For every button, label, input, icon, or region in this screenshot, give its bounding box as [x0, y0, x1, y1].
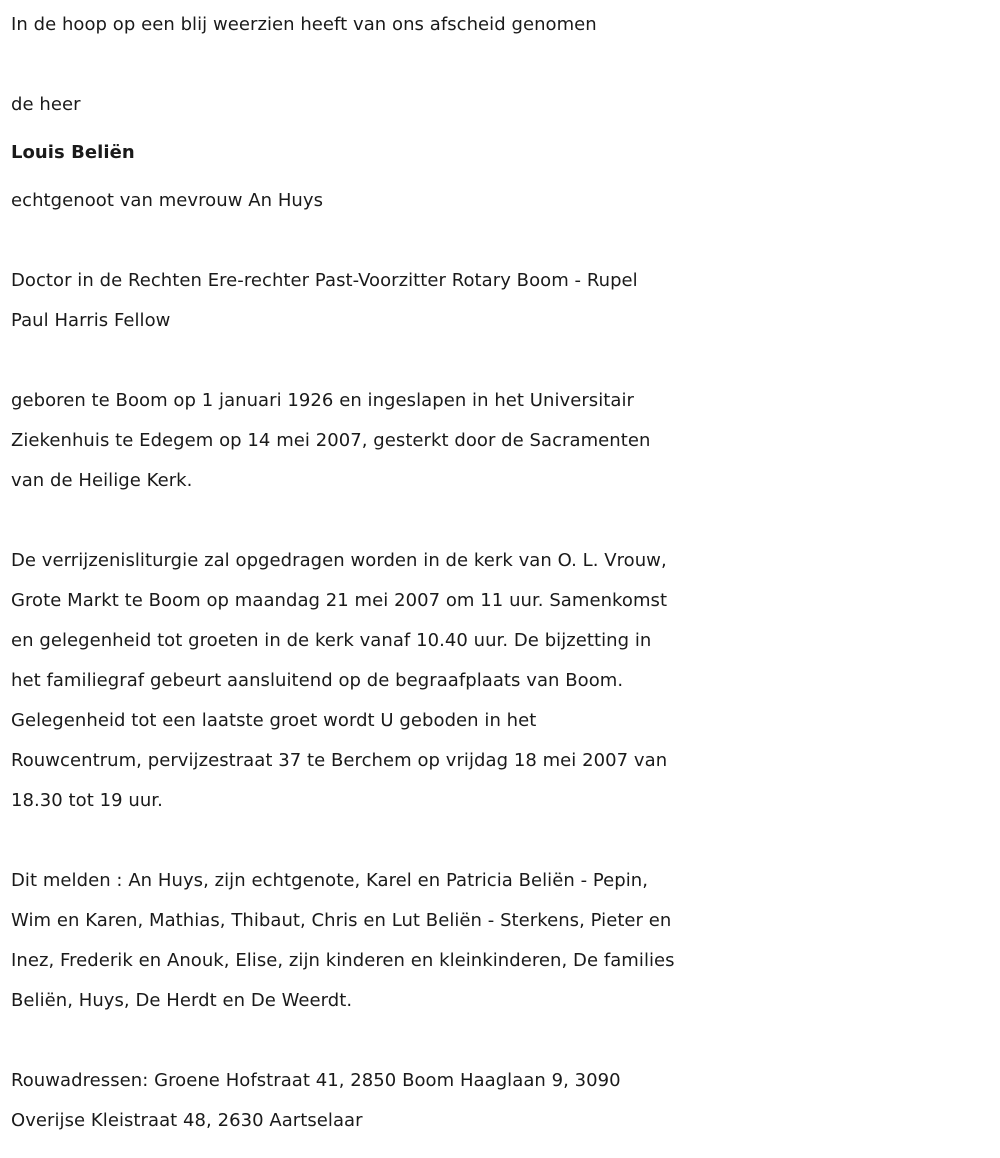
paragraph-line: Rouwcentrum, pervijzestraat 37 te Berchem op vrijdag 18 mei 2007 van — [11, 750, 668, 771]
spacer — [11, 173, 990, 181]
paragraph-line: Rouwadressen: Groene Hofstraat 41, 2850 Boom Haaglaan 9, 3090 — [11, 1070, 621, 1091]
paragraph-line: Overijse Kleistraat 48, 2630 Aartselaar — [11, 1110, 363, 1131]
spouse-line: echtgenoot van mevrouw An Huys — [11, 190, 324, 211]
paragraph-line: Inez, Frederik en Anouk, Elise, zijn kinderen en kleinkinderen, De families — [11, 950, 675, 971]
addresses-paragraph — [11, 1061, 990, 1141]
salutation: de heer — [11, 94, 81, 115]
paragraph-line: Gelegenheid tot een laatste groet wordt U geboden in het — [11, 710, 537, 731]
paragraph-line: van de Heilige Kerk. — [11, 470, 193, 491]
paragraph-line: Doctor in de Rechten Ere-rechter Past-Voorzitter Rotary Boom - Rupel — [11, 270, 638, 291]
paragraph-line: het familiegraf gebeurt aansluitend op de begraafplaats van Boom. — [11, 670, 624, 691]
paragraph-line: Paul Harris Fellow — [11, 310, 171, 331]
ceremony-paragraph — [11, 541, 990, 821]
paragraph-line: geboren te Boom op 1 januari 1926 en ingeslapen in het Universitair — [11, 390, 634, 411]
spacer — [11, 1021, 990, 1061]
announcers-paragraph — [11, 861, 990, 1021]
paragraph-line: De verrijzenisliturgie zal opgedragen worden in de kerk van O. L. Vrouw, — [11, 550, 667, 571]
paragraph-line: Grote Markt te Boom op maandag 21 mei 2007 om 11 uur. Samenkomst — [11, 590, 668, 611]
paragraph-line: 18.30 tot 19 uur. — [11, 790, 163, 811]
intro-text: In de hoop op een blij weerzien heeft van ons afscheid genomen — [11, 14, 597, 35]
paragraph-line: en gelegenheid tot groeten in de kerk vanaf 10.40 uur. De bijzetting in — [11, 630, 652, 651]
spacer — [11, 125, 990, 133]
paragraph-line: Dit melden : An Huys, zijn echtgenote, Karel en Patricia Beliën - Pepin, — [11, 870, 649, 891]
paragraph-line: Beliën, Huys, De Herdt en De Weerdt. — [11, 990, 353, 1011]
birth-death-paragraph — [11, 381, 990, 501]
spacer — [11, 341, 990, 381]
spacer — [11, 221, 990, 261]
deceased-name: Louis Beliën — [11, 142, 135, 163]
spacer — [11, 821, 990, 861]
titles-paragraph — [11, 261, 990, 341]
paragraph-line: Wim en Karen, Mathias, Thibaut, Chris en Lut Beliën - Sterkens, Pieter en — [11, 910, 672, 931]
spacer — [11, 501, 990, 541]
spacer — [11, 45, 990, 85]
paragraph-line: Ziekenhuis te Edegem op 14 mei 2007, gesterkt door de Sacramenten — [11, 430, 651, 451]
